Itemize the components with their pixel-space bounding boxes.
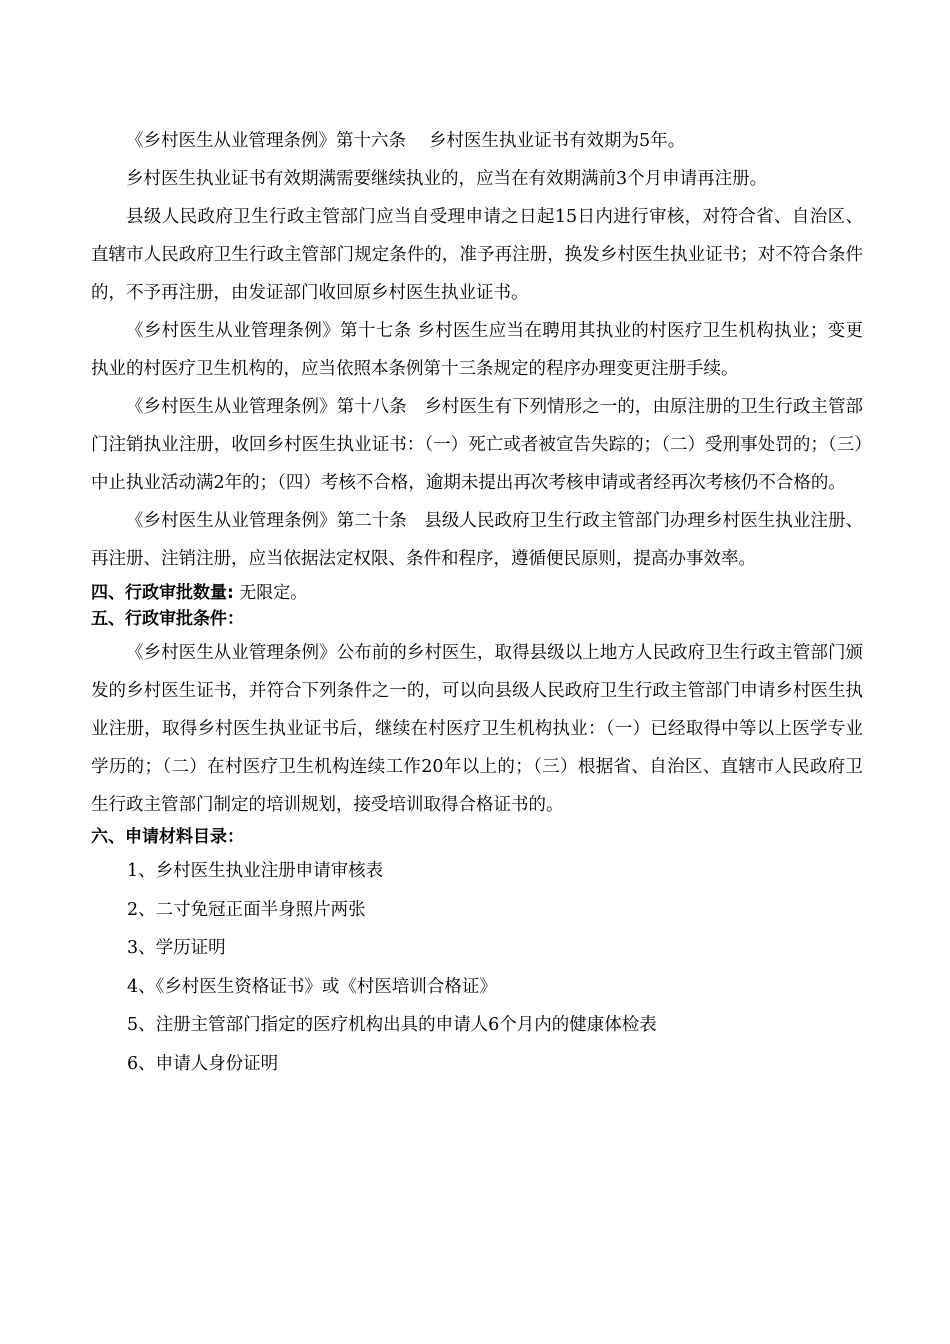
document-page: [91, 122, 863, 1083]
paragraph-review-procedure: 县级人民政府卫生行政主管部门应当自受理申请之日起15日内进行审核，对符合省、自治区、直辖市人民政府卫生行政主管部门规定条件的，准予再注册，换发乡村医生执业证书；对不符合条件的，不予再注册，由发证部门收回原乡村医生执业证书。: [91, 207, 863, 303]
list-item: 3、学历证明: [127, 938, 226, 958]
list-item: 1、乡村医生执业注册申请审核表: [127, 861, 384, 881]
materials-list: [91, 852, 863, 1083]
paragraph-article-18: 《乡村医生从业管理条例》第十八条 乡村医生有下列情形之一的，由原注册的卫生行政主管部门注销执业注册，收回乡村医生执业证书：（一）死亡或者被宣告失踪的；（二）受刑事处罚的；（三）中止执业活动满2年的；（四）考核不合格，逾期未提出再次考核申请或者经再次考核仍不合格的。: [91, 397, 863, 493]
section-4-title: 四、行政审批数量:: [91, 583, 234, 603]
list-item: 6、申请人身份证明: [127, 1053, 279, 1074]
section-6-heading: 六、申请材料目录：: [91, 827, 244, 847]
section-4-heading: [91, 580, 863, 606]
section-4-value: 无限定。: [233, 583, 308, 603]
list-item: 4、《乡村医生资格证书》或《村医培训合格证》: [127, 976, 497, 997]
list-item: 5、注册主管部门指定的医疗机构出具的申请人6个月内的健康体检表: [127, 1015, 657, 1035]
section-5-heading: 五、行政审批条件：: [91, 609, 244, 629]
paragraph-article-16: 《乡村医生从业管理条例》第十六条 乡村医生执业证书有效期为5年。: [126, 131, 686, 151]
paragraph-renewal-period: 乡村医生执业证书有效期满需要继续执业的，应当在有效期满前3个月申请再注册。: [126, 169, 768, 189]
list-item: 2、二寸免冠正面半身照片两张: [127, 899, 366, 920]
paragraph-article-20: 《乡村医生从业管理条例》第二十条 县级人民政府卫生行政主管部门办理乡村医生执业注册、再注册、注销注册，应当依据法定权限、条件和程序，遵循便民原则，提高办事效率。: [91, 511, 863, 569]
section-5-body: 《乡村医生从业管理条例》公布前的乡村医生，取得县级以上地方人民政府卫生行政主管部门颁发的乡村医生证书，并符合下列条件之一的，可以向县级人民政府卫生行政主管部门申请乡村医生执业注册，取得乡村医生执业证书后，继续在村医疗卫生机构执业：（一）已经取得中等以上医学专业学历的；（二）在村医疗卫生机构连续工作20年以上的；（三）根据省、自治区、直辖市人民政府卫生行政主管部门制定的培训规划，接受培训取得合格证书的。: [91, 643, 863, 815]
paragraph-article-17: 《乡村医生从业管理条例》第十七条 乡村医生应当在聘用其执业的村医疗卫生机构执业；变更执业的村医疗卫生机构的，应当依照本条例第十三条规定的程序办理变更注册手续。: [91, 321, 863, 379]
